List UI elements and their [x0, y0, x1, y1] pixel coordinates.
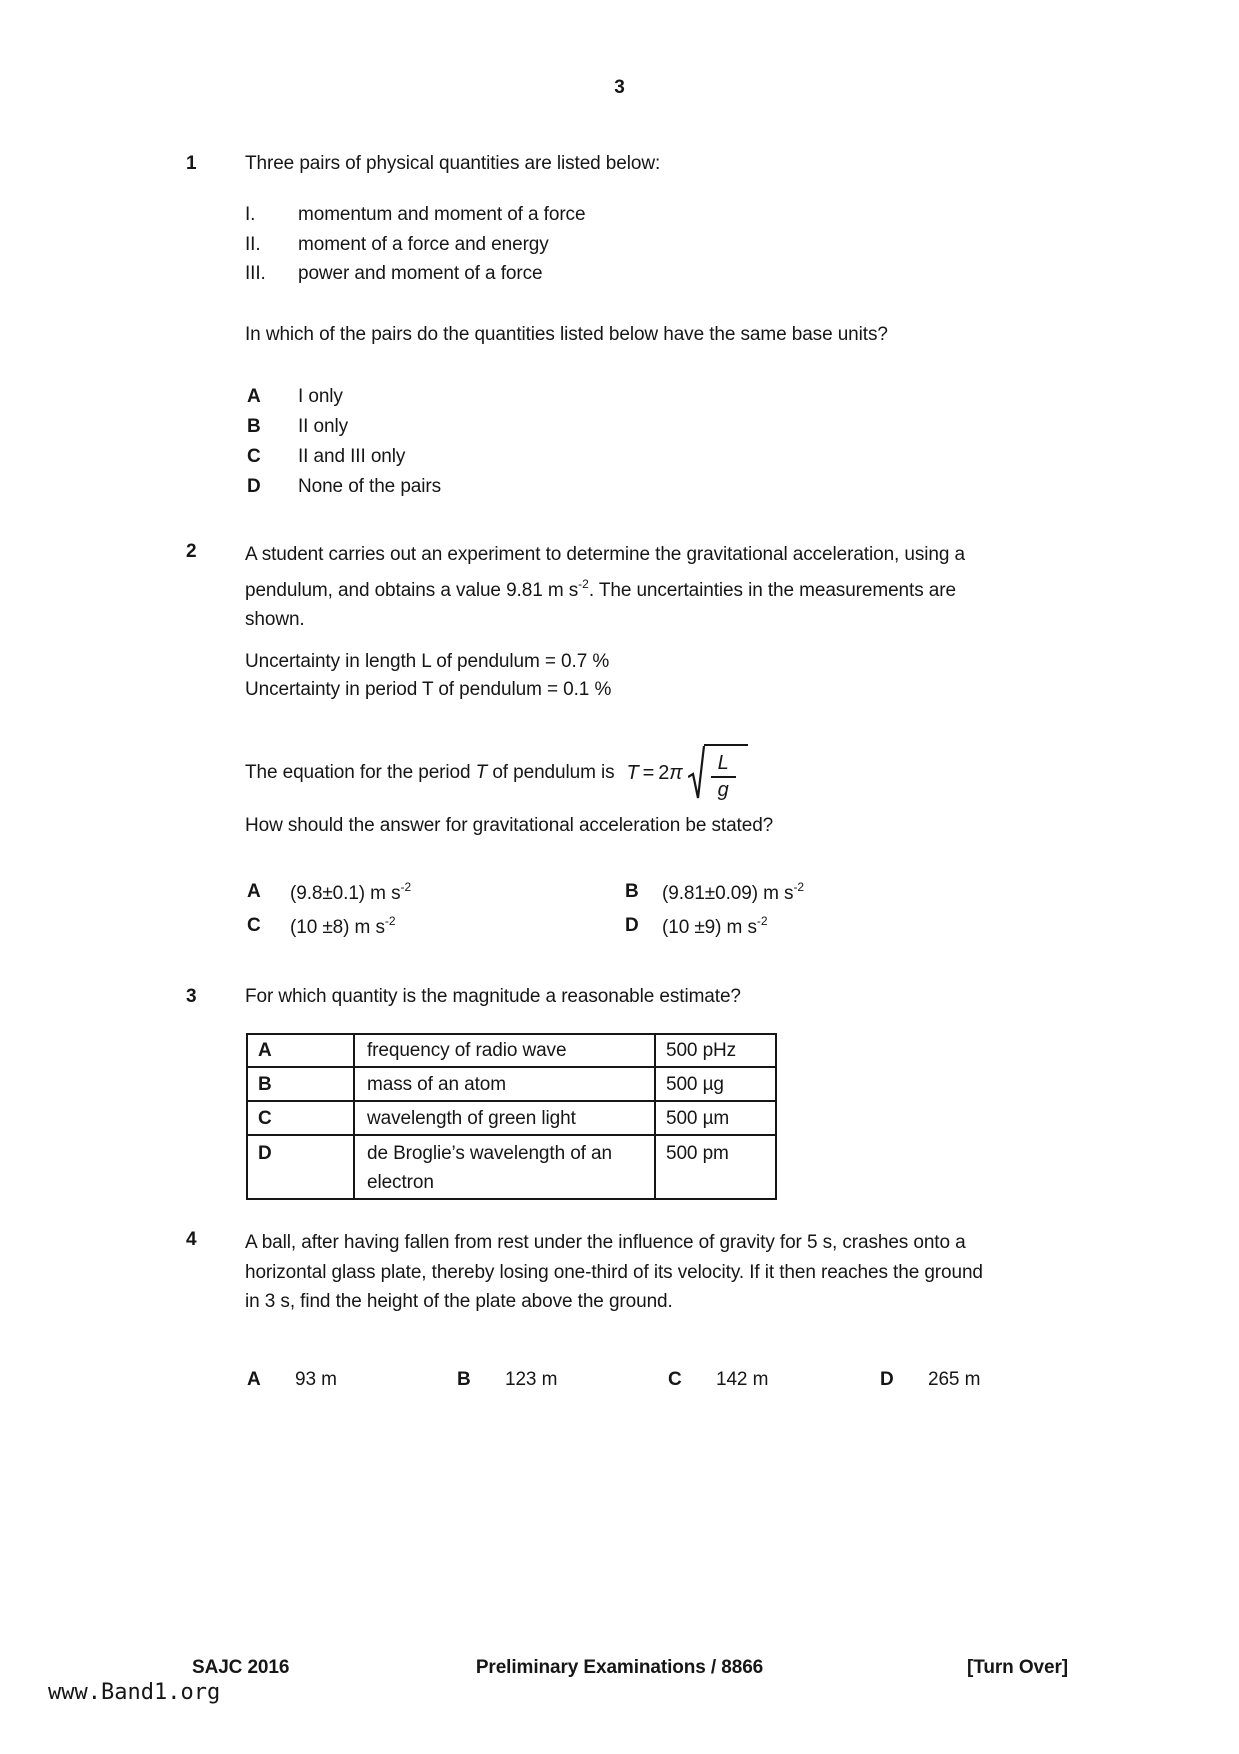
question-text-line: A student carries out an experiment to determine the gravitational acceleration, using a [245, 544, 965, 565]
question-text-line: A ball, after having fallen from rest under the influence of gravity for 5 s, crashes onto a [245, 1232, 966, 1253]
exponent: -2 [400, 880, 412, 894]
option-row [0, 415, 1239, 441]
question-intro: Three pairs of physical quantities are listed below: [245, 153, 661, 174]
table-row [247, 1101, 776, 1135]
text-part: of pendulum is [487, 762, 615, 784]
text-part: (10 ±9) m s [662, 917, 757, 938]
pi-symbol: π [669, 761, 683, 784]
list-item [0, 262, 1239, 288]
page-number: 3 [614, 77, 625, 98]
exponent: -2 [578, 576, 589, 591]
fraction-denominator: g [717, 779, 729, 801]
option-text [290, 880, 411, 906]
footer-right: [Turn Over] [967, 1657, 1068, 1678]
option-letter: B [247, 416, 261, 437]
exponent: -2 [384, 914, 396, 928]
list-item-marker: III. [245, 263, 266, 284]
coefficient: 2 [658, 761, 670, 784]
table-cell-letter: D [247, 1135, 354, 1199]
uncertainty-length-line: Uncertainty in length L of pendulum = 0.7 % [245, 651, 610, 672]
table-cell-letter: C [247, 1101, 354, 1135]
square-root [688, 744, 748, 802]
question-prompt-row [0, 814, 1239, 840]
question-number: 2 [186, 541, 197, 562]
question-text-line [245, 570, 1057, 606]
table-cell-value: 500 µg [655, 1067, 776, 1101]
question-number: 4 [186, 1229, 197, 1250]
option-letter: A [247, 1369, 261, 1390]
list-item-marker: I. [245, 204, 256, 225]
option-letter: A [247, 881, 261, 902]
table-cell-value: 500 µm [655, 1101, 776, 1135]
table-cell-quantity: frequency of radio wave [354, 1034, 655, 1067]
option-text: II only [298, 416, 348, 437]
list-item [0, 233, 1239, 259]
uncertainty-length-row [0, 650, 1239, 676]
option-row [0, 914, 1239, 940]
option-text: II and III only [298, 446, 406, 467]
fraction-numerator: L [711, 753, 736, 778]
list-item-text: moment of a force and energy [298, 234, 549, 255]
question-text [245, 1228, 1057, 1317]
text-part: pendulum, and obtains a value 9.81 m s [245, 579, 579, 601]
list-item [0, 203, 1239, 229]
uncertainty-period-line: Uncertainty in period T of pendulum = 0.1 % [245, 679, 612, 700]
table-cell-value: 500 pHz [655, 1034, 776, 1067]
option-text: 142 m [716, 1369, 769, 1390]
option-row [0, 385, 1239, 411]
question-1-intro-row [0, 152, 1239, 178]
footer-center: Preliminary Examinations / 8866 [475, 1657, 764, 1678]
table-cell-letter: A [247, 1034, 354, 1067]
option-letter: B [625, 881, 639, 902]
option-letter: D [247, 476, 261, 497]
option-letter: C [247, 915, 261, 936]
table-cell-value: 500 pm [655, 1135, 776, 1199]
footer-left: SAJC 2016 [192, 1657, 290, 1678]
watermark-url: www.Band1.org [48, 1680, 221, 1705]
question-text-line: shown. [245, 609, 305, 630]
period-variable: T [475, 762, 488, 784]
text-part: (10 ±8) m s [290, 917, 385, 938]
text-part: . The uncertainties in the measurements are [588, 579, 956, 601]
option-row [0, 1368, 1239, 1394]
equals-sign: = [642, 761, 655, 784]
option-letter: C [247, 446, 261, 467]
radicand [704, 744, 748, 801]
question-prompt-row [0, 323, 1239, 349]
uncertainty-period-row [0, 678, 1239, 704]
option-letter: B [457, 1369, 471, 1390]
table-cell-quantity: wavelength of green light [354, 1101, 655, 1135]
question-prompt: In which of the pairs do the quantities listed below have the same base units? [245, 324, 888, 345]
option-text: 265 m [928, 1369, 981, 1390]
option-letter: D [880, 1369, 894, 1390]
table-row [247, 1034, 776, 1067]
exponent: -2 [756, 914, 768, 928]
option-text [290, 914, 396, 940]
option-text [662, 880, 804, 906]
option-text: None of the pairs [298, 476, 441, 497]
option-row [0, 445, 1239, 471]
option-letter: A [247, 386, 261, 407]
table-row [247, 1067, 776, 1101]
option-letter: D [625, 915, 639, 936]
question-number: 1 [186, 153, 197, 174]
question-prompt: For which quantity is the magnitude a reasonable estimate? [245, 986, 741, 1007]
list-item-text: power and moment of a force [298, 263, 543, 284]
option-text: 123 m [505, 1369, 558, 1390]
question-prompt: How should the answer for gravitational acceleration be stated? [245, 815, 774, 836]
quantity-line: electron [367, 1172, 434, 1193]
exponent: -2 [793, 880, 805, 894]
text-part: The equation for the period [245, 762, 476, 784]
question-text [245, 540, 1057, 635]
option-letter: C [668, 1369, 682, 1390]
option-text [662, 914, 768, 940]
estimates-table [246, 1033, 777, 1200]
table-cell-quantity: mass of an atom [354, 1067, 655, 1101]
table-cell-letter: B [247, 1067, 354, 1101]
fraction [711, 753, 736, 801]
list-item-marker: II. [245, 234, 261, 255]
question-3-row [0, 985, 1239, 1011]
question-text-line: in 3 s, find the height of the plate above the ground. [245, 1291, 673, 1312]
equation-prefix [245, 761, 615, 785]
text-part: (9.8±0.1) m s [290, 883, 401, 904]
table-cell-quantity [354, 1135, 655, 1199]
option-row [0, 475, 1239, 501]
quantity-line: de Broglie’s wavelength of an [367, 1143, 612, 1164]
list-item-text: momentum and moment of a force [298, 204, 586, 225]
table-row [247, 1135, 776, 1199]
option-text: I only [298, 386, 343, 407]
equation-line [245, 737, 748, 809]
question-text-line: horizontal glass plate, thereby losing one-third of its velocity. If it then reaches the ground [245, 1261, 983, 1283]
equation-lhs: T [626, 761, 639, 784]
option-text: 93 m [295, 1369, 337, 1390]
pendulum-equation [627, 744, 748, 802]
question-number: 3 [186, 986, 197, 1007]
option-row [0, 880, 1239, 906]
text-part: (9.81±0.09) m s [662, 883, 794, 904]
